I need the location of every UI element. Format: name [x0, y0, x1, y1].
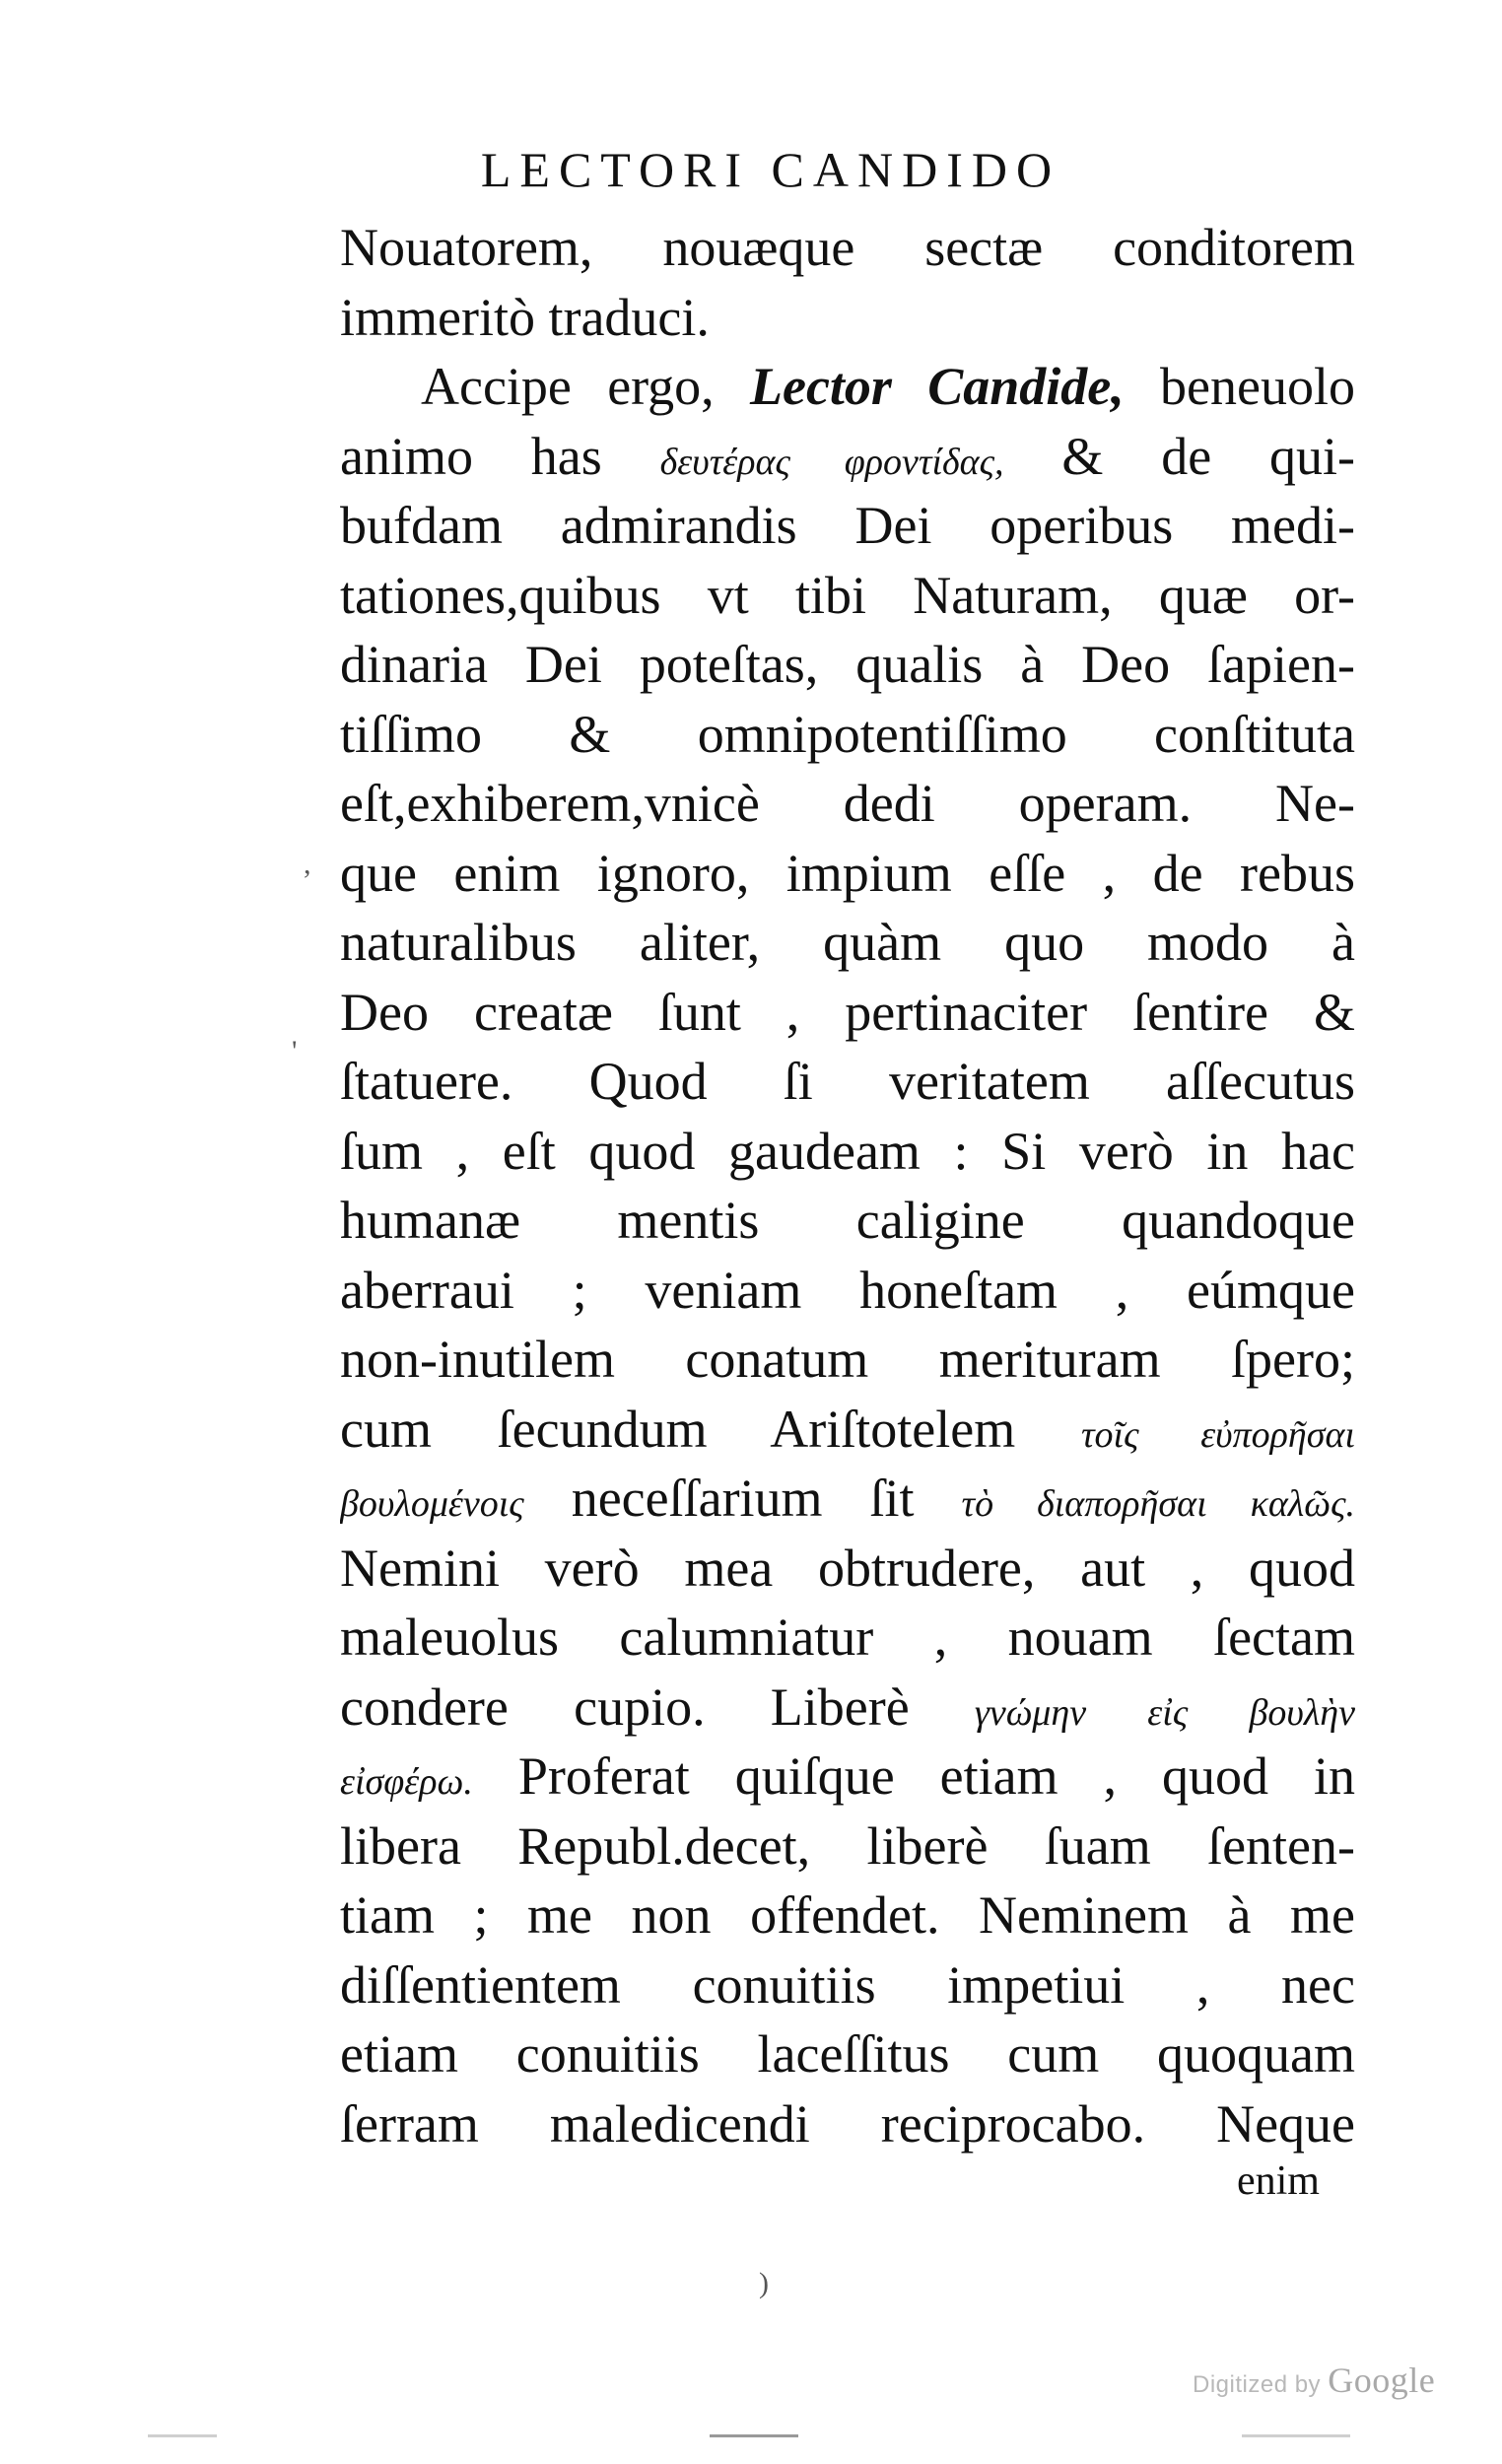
- line-text: neceſſarium ſit: [523, 1469, 962, 1528]
- line-text: Accipe ergo,: [421, 357, 750, 416]
- line-text: que enim ignoro, impium eſſe , de rebus: [340, 843, 1355, 903]
- text-line: [340, 700, 1355, 770]
- text-line: [340, 561, 1355, 631]
- text-line: [340, 213, 1355, 283]
- line-text: cum ſecundum Ariſtotelem: [340, 1399, 1081, 1459]
- text-line: [340, 2089, 1355, 2159]
- line-text: condere cupio. Liberè: [340, 1677, 975, 1737]
- watermark-brand: Google: [1328, 2361, 1436, 2400]
- greek-phrase: γνώμην εἰς βουλὴν: [974, 1691, 1355, 1734]
- line-text: ſum , eſt quod gaudeam : Si verò in hac: [340, 1121, 1355, 1181]
- greek-phrase: βουλομένοις: [340, 1483, 524, 1525]
- text-line: [340, 769, 1355, 839]
- watermark-prefix: Digitized by: [1193, 2371, 1322, 2398]
- text-line: [340, 1534, 1355, 1604]
- line-text: Deo creatæ ſunt , pertinaciter ſentire &: [340, 982, 1355, 1042]
- greek-phrase: εἰσφέρω.: [340, 1761, 473, 1803]
- page-edge-mark: [1242, 2434, 1350, 2437]
- line-text: eſt,exhiberem,vnicè dedi operam. Ne-: [340, 774, 1355, 833]
- line-text: animo has: [340, 426, 660, 486]
- line-text: naturalibus aliter, quàm quo modo à: [340, 913, 1355, 972]
- text-line: [340, 1395, 1355, 1465]
- text-line: [340, 422, 1355, 492]
- line-text: dinaria Dei poteſtas, qualis à Deo ſapien-: [340, 635, 1355, 694]
- text-line: [340, 1117, 1355, 1187]
- text-line: [340, 283, 1355, 353]
- line-text: beneuolo: [1124, 357, 1355, 416]
- greek-phrase: τοῖς εὐπορῆσαι: [1080, 1413, 1355, 1456]
- body-text: [340, 213, 1355, 2158]
- line-text: diſſentientem conuitiis impetiui , nec: [340, 1954, 1355, 2015]
- digitization-watermark: [1193, 2360, 1435, 2401]
- text-line: [340, 1951, 1355, 2020]
- page-edge-mark: [148, 2434, 217, 2437]
- text-line: [340, 1881, 1355, 1951]
- text-line: [340, 1047, 1355, 1117]
- line-text: ſerram maledicendi reciprocabo. Neque: [340, 2093, 1355, 2154]
- text-line: [340, 630, 1355, 700]
- text-line: [340, 2019, 1355, 2089]
- catchword: enim: [1237, 2158, 1320, 2204]
- line-text: immeritò traduci.: [340, 287, 710, 347]
- line-text: tiam ; me non offendet. Neminem à me: [340, 1885, 1355, 1945]
- text-line: [340, 1325, 1355, 1395]
- text-line: [340, 491, 1355, 561]
- line-text: aberraui ; veniam honeſtam , eúmque: [340, 1260, 1355, 1320]
- greek-phrase: τὸ διαπορῆσαι καλῶς.: [961, 1483, 1355, 1525]
- page-edge-mark: [710, 2434, 798, 2437]
- line-text: maleuolus calumniatur , nouam ſectam: [340, 1608, 1355, 1667]
- text-line: [340, 1812, 1355, 1882]
- running-head: LECTORI CANDIDO: [480, 142, 1061, 197]
- addressee-italic: Lector Candide,: [749, 357, 1125, 416]
- line-text: & de qui-: [1003, 426, 1355, 486]
- text-line: [340, 1603, 1355, 1673]
- text-line: [340, 1186, 1355, 1256]
- line-text: Nouatorem, nouæque sectæ conditorem: [340, 218, 1355, 277]
- line-text: tationes,quibus vt tibi Naturam, quæ or-: [340, 565, 1355, 625]
- text-line: [340, 1742, 1355, 1812]
- line-text: Nemini verò mea obtrudere, aut , quod: [340, 1538, 1355, 1598]
- margin-speck: ': [292, 1035, 298, 1067]
- line-text: libera Republ.decet, liberè ſuam ſenten-: [340, 1815, 1355, 1876]
- greek-phrase: δευτέρας φροντίδας,: [659, 441, 1004, 483]
- text-line: [340, 352, 1355, 422]
- line-text: tiſſimo & omnipotentiſſimo conſtituta: [340, 704, 1355, 764]
- text-line: [340, 978, 1355, 1048]
- line-text: bufdam admirandis Dei operibus medi-: [340, 496, 1355, 555]
- text-line: [340, 1256, 1355, 1326]
- text-line: [340, 839, 1355, 909]
- margin-speck: ,: [304, 848, 311, 880]
- margin-speck: ): [759, 2267, 769, 2299]
- line-text: ſtatuere. Quod ſi veritatem aſſecutus: [340, 1052, 1355, 1111]
- line-text: Proferat quiſque etiam , quod in: [472, 1746, 1355, 1806]
- line-text: non-inutilem conatum merituram ſpero;: [340, 1330, 1355, 1389]
- line-text: humanæ mentis caligine quandoque: [340, 1191, 1355, 1250]
- line-text: etiam conuitiis laceſſitus cum quoquam: [340, 2024, 1355, 2084]
- text-line: [340, 1673, 1355, 1743]
- text-line: [340, 1464, 1355, 1534]
- text-line: [340, 908, 1355, 978]
